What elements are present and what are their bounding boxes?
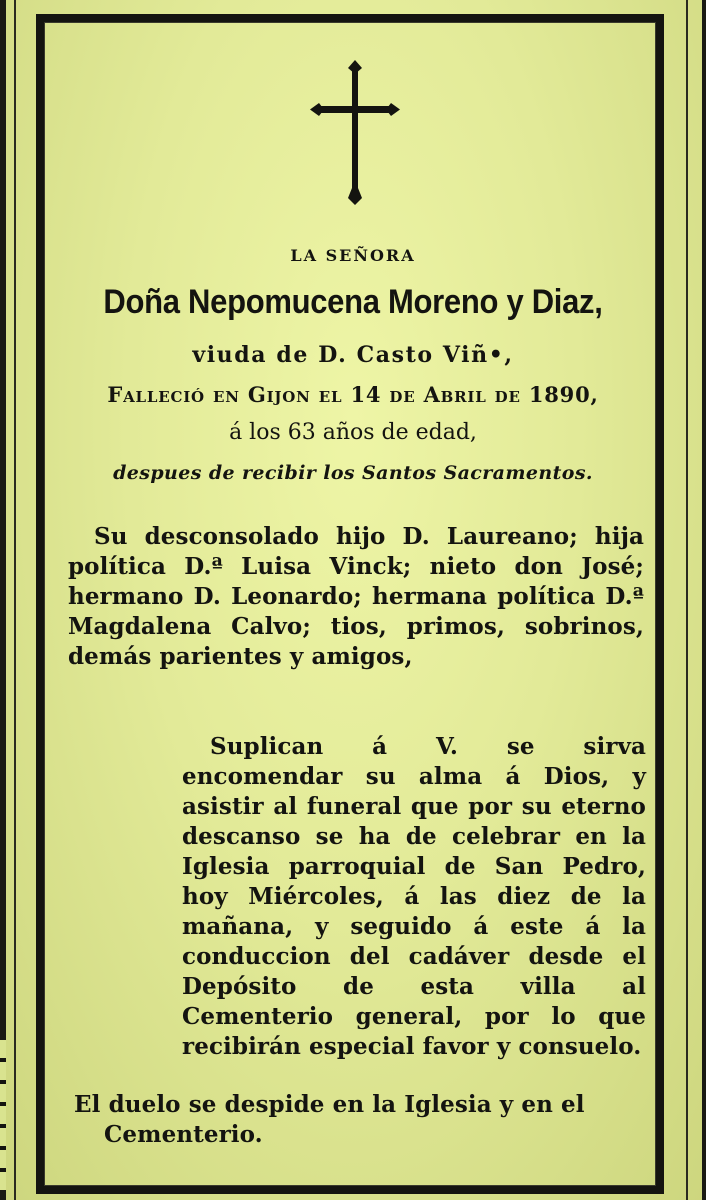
sacraments-line: despues de recibir los Santos Sacramentos. xyxy=(113,462,593,484)
left-edge-marks xyxy=(0,1040,6,1190)
mourners-paragraph: Su desconsolado hijo D. Laureano; hija política D.ª Luisa Vinck; nieto don José; hermano D. Leonardo; hermana política D.ª Magdalena Calvo; tios, primos, sobrinos, demás parientes y amigos, xyxy=(68,523,644,670)
funeral-request-paragraph: Suplican á V. se sirva encomendar su alma á Dios, y asistir al funeral que por su eterno descanso se ha de celebrar en la Iglesia parroquial de San Pedro, hoy Miércoles, á las diez de la mañana, y seguido á este á la conduccion del cadáver desde el Depósito de esta villa al Cementerio general, por lo que recibirán especial favor y consuelo. xyxy=(182,733,646,1060)
latin-cross-icon xyxy=(310,60,400,205)
death-date-line: Falleció en Gijon el 14 de Abril de 1890, xyxy=(107,382,599,407)
duel-paragraph xyxy=(74,1090,646,1150)
deceased-name: Doña Nepomucena Moreno y Diaz, xyxy=(103,282,603,321)
right-outer-rule xyxy=(686,0,688,1200)
duel-line-1: El duelo se despide en la Iglesia y en el xyxy=(74,1091,585,1118)
age-line: á los 63 años de edad, xyxy=(229,420,477,445)
left-border-strip xyxy=(0,0,6,1200)
heading-la-senora: LA SEÑORA xyxy=(290,246,416,265)
widow-of-line: viuda de D. Casto Viñ•, xyxy=(192,342,514,368)
duel-line-2: Cementerio. xyxy=(104,1121,263,1148)
obituary-notice xyxy=(60,60,646,1170)
left-outer-rule xyxy=(14,0,16,1200)
right-border-strip xyxy=(702,0,706,1200)
